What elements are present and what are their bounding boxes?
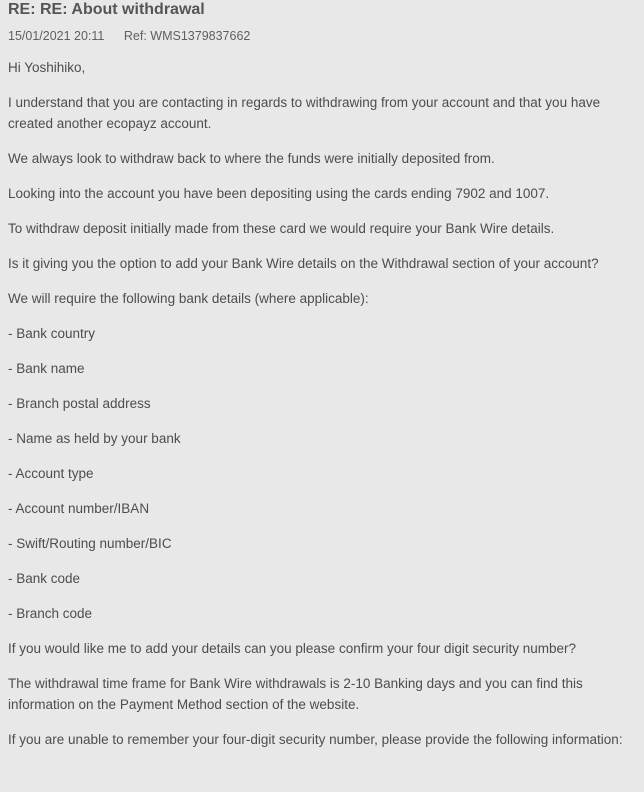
body-paragraph: I understand that you are contacting in regards to withdrawing from your account and that you have created another ecopayz account. <box>8 95 601 131</box>
message-meta <box>8 28 636 44</box>
ref-value: WMS1379837662 <box>150 29 251 43</box>
body-paragraph: If you would like me to add your details can you please confirm your four digit security number? <box>8 641 577 656</box>
list-item: - Branch code <box>8 606 93 621</box>
body-paragraph: We always look to withdraw back to where the funds were initially deposited from. <box>8 151 495 166</box>
list-item: - Bank name <box>8 361 85 376</box>
list-item: - Bank code <box>8 571 81 586</box>
list-item: - Bank country <box>8 326 96 341</box>
message-body <box>8 57 636 750</box>
body-paragraph: We will require the following bank details (where applicable): <box>8 291 369 306</box>
list-item: - Branch postal address <box>8 396 151 411</box>
message-view <box>8 0 636 764</box>
list-item: - Account type <box>8 466 94 481</box>
ref-label: Ref: <box>123 29 147 43</box>
message-date: 15/01/2021 20:11 <box>8 29 105 43</box>
list-item: - Account number/IBAN <box>8 501 150 516</box>
message-subject: RE: RE: About withdrawal <box>8 1 205 18</box>
greeting: Hi Yoshihiko, <box>8 60 86 75</box>
message-ref <box>124 29 251 43</box>
list-item: - Name as held by your bank <box>8 431 181 446</box>
body-paragraph: If you are unable to remember your four-digit security number, please provide the following information: <box>8 732 623 747</box>
list-item: - Swift/Routing number/BIC <box>8 536 172 551</box>
body-paragraph: The withdrawal time frame for Bank Wire withdrawals is 2-10 Banking days and you can find this information on the Payment Method section of the website. <box>8 676 583 712</box>
body-paragraph: To withdraw deposit initially made from these card we would require your Bank Wire details. <box>8 221 555 236</box>
body-paragraph: Looking into the account you have been depositing using the cards ending 7902 and 1007. <box>8 186 550 201</box>
body-paragraph: Is it giving you the option to add your Bank Wire details on the Withdrawal section of your account? <box>8 256 599 271</box>
